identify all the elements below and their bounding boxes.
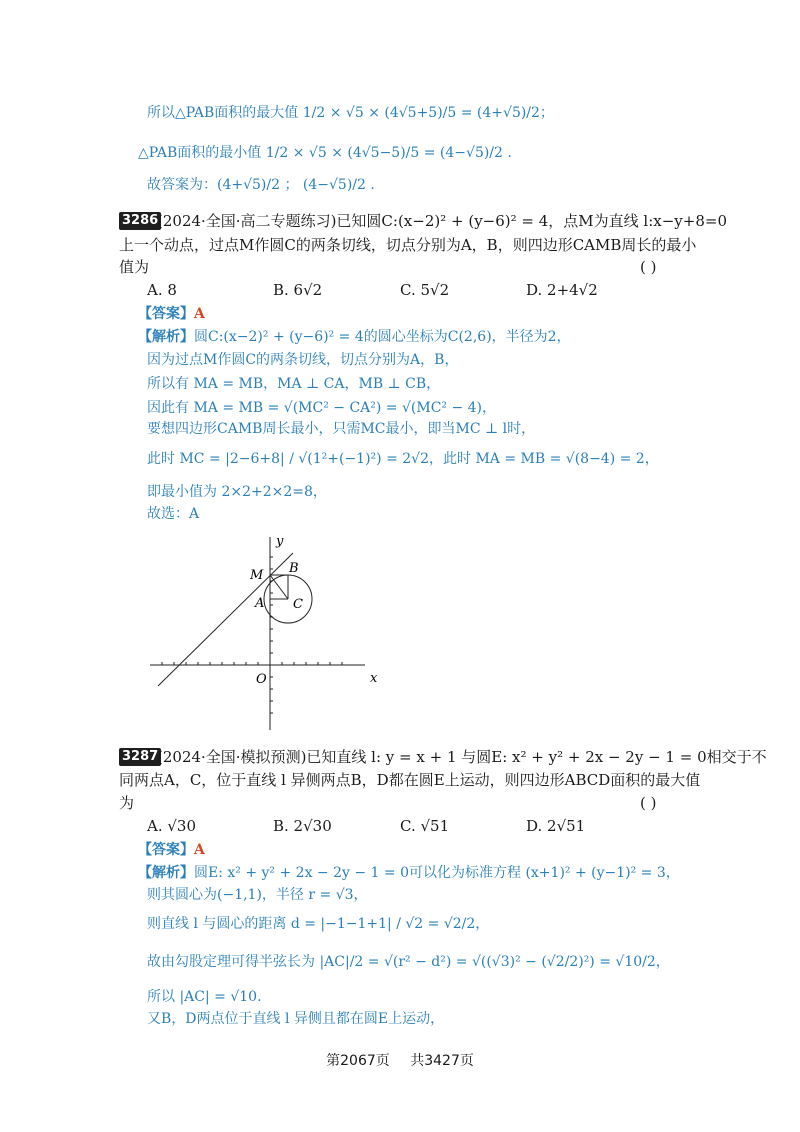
answer-value: A <box>194 842 205 858</box>
q3286-option-d: D. 2+4√2 <box>526 281 598 299</box>
q3287-option-a: A. √30 <box>147 817 197 835</box>
q3286-analysis-line-4: 因此有 MA = MB = √(MC² − CA²) = √(MC² − 4)， <box>147 400 497 416</box>
question-number-3286: 3286 <box>119 212 161 230</box>
label-b: B <box>289 561 299 576</box>
analysis-text: 圆E: x² + y² + 2x − 2y − 1 = 0可以化为标准方程 (x+1)² + (y−1)² = 3， <box>194 865 680 881</box>
q3287-option-b: B. 2√30 <box>273 817 332 835</box>
label-c: C <box>293 597 303 612</box>
q3287-analysis-line-1 <box>138 864 680 882</box>
q3287-analysis-line-5: 所以 |AC| = √10. <box>147 989 262 1005</box>
q3287-stem-line-3: 为 <box>119 794 135 812</box>
question-number-3287: 3287 <box>119 748 161 766</box>
q3286-stem-line-2: 上一个动点，过点M作圆C的两条切线，切点分别为A，B，则四边形CAMB周长的最小 <box>119 236 697 254</box>
q3286-analysis-line-7: 即最小值为 2×2+2×2=8， <box>147 484 327 500</box>
q3287-stem-line-1: (2024·全国·模拟预测)已知直线 l: y = x + 1 与圆E: x² + y² + 2x − 2y − 1 = 0相交于不 <box>157 748 767 766</box>
label-y: y <box>276 534 284 549</box>
q3286-analysis-line-5: 要想四边形CAMB周长最小，只需MC最小，即当MC ⊥ l时， <box>147 421 536 437</box>
label-m: M <box>250 568 264 583</box>
q3286-analysis-line-2: 因为过点M作圆C的两条切线，切点分别为A，B， <box>147 352 459 368</box>
q3287-answer-blank: ( ) <box>640 794 657 812</box>
q3287-option-c: C. √51 <box>400 817 450 835</box>
q3286-analysis-line-3: 所以有 MA = MB，MA ⊥ CA，MB ⊥ CB， <box>147 376 441 392</box>
label-o: O <box>256 672 267 687</box>
answer-label: 【答案】 <box>138 842 194 858</box>
total-pages: 共3427页 <box>410 1053 474 1069</box>
answer-label: 【答案】 <box>138 306 194 322</box>
label-a: A <box>255 596 265 611</box>
q3286-answer-blank: ( ) <box>640 258 657 276</box>
q3286-answer-line <box>138 305 205 323</box>
label-x: x <box>370 671 378 686</box>
q3287-answer-line <box>138 841 205 859</box>
q3286-option-a: A. 8 <box>147 281 177 299</box>
page-number: 第2067页 <box>326 1053 390 1069</box>
q3287-option-d: D. 2√51 <box>526 817 586 835</box>
q3286-analysis-line-1 <box>138 328 571 346</box>
q3286-option-c: C. 5√2 <box>400 281 450 299</box>
q3286-stem-line-3: 值为 <box>119 258 150 276</box>
q3287-analysis-line-3: 则直线 l 与圆心的距离 d = |−1−1+1| / √2 = √2/2， <box>147 916 490 932</box>
analysis-text: 圆C:(x−2)² + (y−6)² = 4的圆心坐标为C(2,6)，半径为2， <box>194 329 571 345</box>
analysis-label: 【解析】 <box>138 865 194 881</box>
page-footer <box>0 1050 800 1070</box>
answer-value: A <box>194 306 205 322</box>
q3286-option-b: B. 6√2 <box>273 281 323 299</box>
q3287-analysis-line-2: 则其圆心为(−1,1)，半径 r = √3， <box>147 887 368 903</box>
q3287-analysis-line-6: 又B，D两点位于直线 l 异侧且都在圆E上运动， <box>147 1011 445 1027</box>
prev-solution-line-1: 所以△PAB面积的最大值 1/2 × √5 × (4√5+5)/5 = (4+√5)/2； <box>147 105 554 121</box>
q3286-analysis-line-6: 此时 MC = |2−6+8| / √(1²+(−1)²) = 2√2，此时 MA = MB = √(8−4) = 2， <box>147 451 659 467</box>
geometry-figure <box>140 525 400 735</box>
prev-solution-line-3: 故答案为：(4+√5)/2 ； (4−√5)/2 . <box>147 177 375 193</box>
segment-mc <box>270 575 288 599</box>
analysis-label: 【解析】 <box>138 329 194 345</box>
prev-solution-line-2: △PAB面积的最小值 1/2 × √5 × (4√5−5)/5 = (4−√5)/2 . <box>138 145 512 161</box>
q3287-stem-line-2: 同两点A，C，位于直线 l 异侧两点B，D都在圆E上运动，则四边形ABCD面积的最大值 <box>119 771 701 789</box>
q3286-analysis-line-8: 故选：A <box>147 506 200 522</box>
line-l <box>158 553 293 686</box>
q3287-analysis-line-4: 故由勾股定理可得半弦长为 |AC|/2 = √(r² − d²) = √((√3)² − (√2/2)²) = √10/2， <box>147 954 670 970</box>
q3286-stem-line-1: (2024·全国·高二专题练习)已知圆C:(x−2)² + (y−6)² = 4，点M为直线 l:x−y+8=0 <box>157 212 727 230</box>
